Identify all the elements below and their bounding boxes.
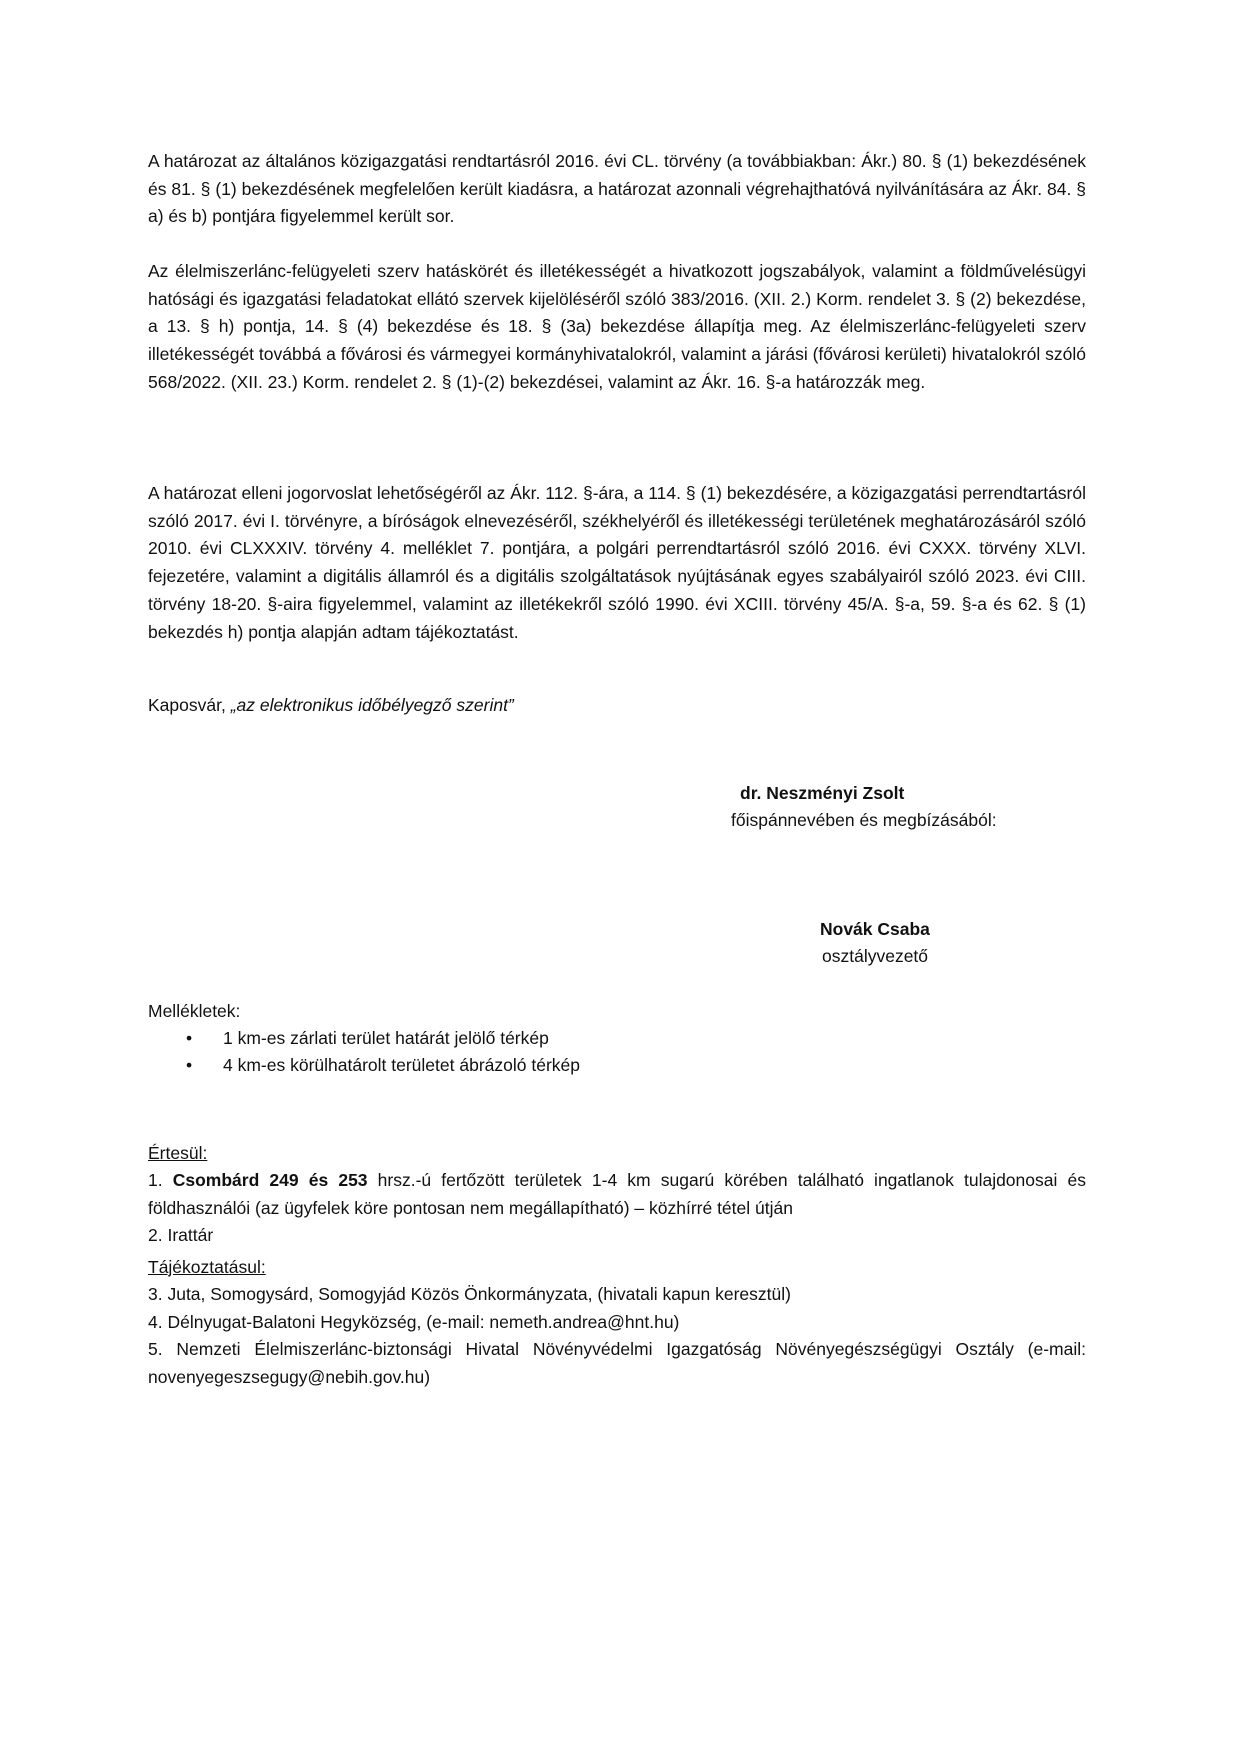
signatory-name: dr. Neszményi Zsolt: [740, 783, 905, 803]
notify-section: [148, 1140, 1086, 1250]
attachments-section: [148, 998, 1086, 1079]
paragraph-decision-basis: A határozat az általános közigazgatási rendtartásról 2016. évi CL. törvény (a továbbiakban: Ákr.) 80. § (1) bekezdésének és 81. § (1) bekezdésének megfelelően került kiadásra, a határozat azonnali végrehajthatóvá nyilvánítására az Ákr. 84. § a) és b) pontjára figyelemmel került sor.: [148, 151, 1086, 227]
paragraph-legal-remedy: A határozat elleni jogorvoslat lehetőségéről az Ákr. 112. §-ára, a 114. § (1) bekezdésére, a közigazgatási perrendtartásról szóló 2017. évi I. törvényre, a bíróságok elnevezéséről, székhelyéről és illetékességi területének meghatározásáról szóló 2010. évi CLXXXIV. törvény 4. melléklet 7. pontjára, a polgári perrendtartásról szóló 2016. évi CXXX. törvény XLVI. fejezetére, valamint a digitális államról és a digitális szolgáltatások nyújtásának egyes szabályairól szóló 2023. évi CIII. törvény 18-20. §-aira figyelemmel, valamint az illetékekről szóló 1990. évi XCIII. törvény 45/A. §-a, 59. §-a és 62. § (1) bekezdés h) pontja alapján adtam tájékoztatást.: [148, 483, 1086, 642]
info-item: 4. Délnyugat-Balatoni Hegyközség, (e-mail: nemeth.andrea@hnt.hu): [148, 1311, 680, 1332]
attachment-item: [148, 1025, 1086, 1052]
signer-title: osztályvezető: [822, 946, 929, 966]
notify-item-text: hrsz.-ú fertőzött területek 1-4 km sugarú körében található ingatlanok tulajdonosai és földhasználói (az ügyfelek köre pontosan nem megállapítható) – közhírré tétel útján: [148, 1170, 1086, 1218]
timestamp-note: „az elektronikus időbélyegző szerint”: [230, 695, 514, 715]
paragraph-competence: Az élelmiszerlánc-felügyeleti szerv hatáskörét és illetékességét a hivatkozott jogszabályok, valamint a földművelésügyi hatósági és igazgatási feladatokat ellátó szervek kijelöléséről szóló 383/2016. (XII. 2.) Korm. rendelet 3. § (2) bekezdése, a 13. § h) pontja, 14. § (4) bekezdése és 18. § (3a) bekezdése állapítja meg. Az élelmiszerlánc-felügyeleti szerv illetékességét továbbá a fővárosi és vármegyei kormányhivatalokról, valamint a járási (fővárosi kerületi) hivatalokról szóló 568/2022. (XII. 23.) Korm. rendelet 2. § (1)-(2) bekezdései, valamint az Ákr. 16. §-a határozzák meg.: [148, 261, 1086, 392]
attachment-item: [148, 1052, 1086, 1079]
attachments-list: [148, 1025, 1086, 1079]
info-item: 5. Nemzeti Élelmiszerlánc-biztonsági Hivatal Növényvédelmi Igazgatóság Növényegészségügyi Osztály (e-mail: novenyegeszsegugy@nebih.gov.hu): [148, 1339, 1086, 1387]
info-heading: Tájékoztatásul:: [148, 1257, 266, 1277]
place-city: Kaposvár,: [148, 695, 231, 715]
attachment-text: 1 km-es zárlati terület határát jelölő térkép: [223, 1028, 549, 1048]
notify-item-1: [148, 1167, 1086, 1222]
notify-item-2: 2. Irattár: [148, 1225, 214, 1245]
signer-name: Novák Csaba: [820, 919, 930, 939]
place-and-date: [148, 692, 514, 719]
info-section: [148, 1254, 1086, 1391]
notify-item-number: 1.: [148, 1170, 173, 1190]
attachments-label: Mellékletek:: [148, 1001, 241, 1021]
bullet-icon: •: [186, 1028, 193, 1048]
notify-item-location: Csombárd 249 és 253: [172, 1170, 368, 1190]
info-item: 3. Juta, Somogysárd, Somogyjád Közös Önkormányzata, (hivatali kapun keresztül): [148, 1284, 791, 1304]
signatory-capacity: főispánnevében és megbízásából:: [731, 810, 997, 830]
bullet-icon: •: [186, 1055, 193, 1075]
notify-heading: Értesül:: [148, 1143, 208, 1163]
attachment-text: 4 km-es körülhatárolt területet ábrázoló térkép: [223, 1055, 580, 1075]
